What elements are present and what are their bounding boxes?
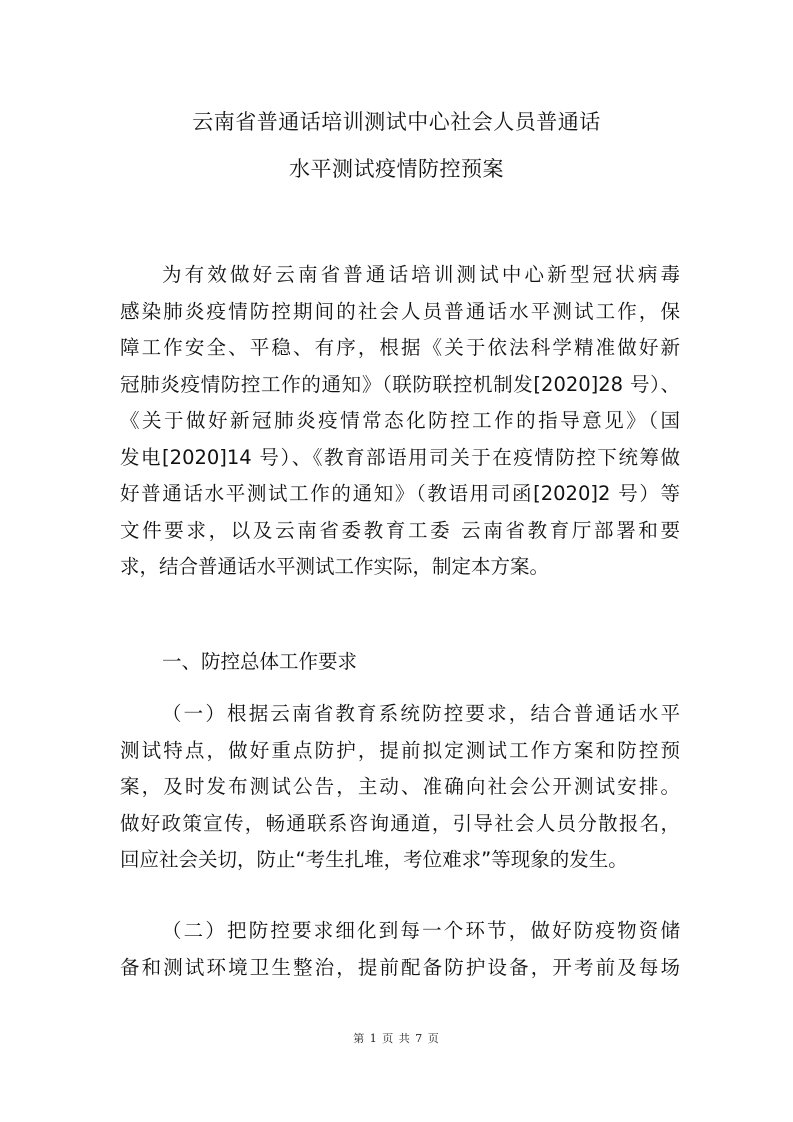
paragraph-line: 障工作安全、平稳、有序，根据《关于依法科学精准做好新 <box>120 336 680 359</box>
paragraph-line: （二）把防控要求细化到每一个环节，做好防疫物资储 <box>162 919 680 942</box>
paragraph-line: 冠肺炎疫情防控工作的通知》（联防联控机制发[2020]28 号）、 <box>120 372 680 396</box>
paragraph-intro <box>120 257 680 586</box>
paragraph-line: 好普通话水平测试工作的通知》（教语用司函[2020]2 号）等 <box>120 482 680 505</box>
paragraph-line: （一）根据云南省教育系统防控要求，结合普通话水平 <box>162 702 680 725</box>
paragraph-line: 感染肺炎疫情防控期间的社会人员普通话水平测试工作，保 <box>120 299 680 323</box>
section-heading <box>120 644 680 681</box>
paragraph-line: 《关于做好新冠肺炎疫情常态化防控工作的指导意见》（国 <box>120 409 680 432</box>
paragraph-requirement-1 <box>120 696 680 879</box>
paragraph-requirement-2 <box>120 913 680 986</box>
paragraph-line: 回应社会关切，防止“考生扎堆，考位难求”等现象的发生。 <box>120 848 628 871</box>
paragraph-line: 备和测试环境卫生整治，提前配备防护设备，开考前及每场 <box>120 955 680 979</box>
paragraph-line: 为有效做好云南省普通话培训测试中心新型冠状病毒 <box>162 263 680 286</box>
paragraph-line: 文件要求，以及云南省委教育工委 云南省教育厅部署和要 <box>120 518 680 542</box>
section-heading-text: 一、防控总体工作要求 <box>162 650 358 673</box>
page-number-footer: 第 1 页 共 7 页 <box>353 1032 440 1045</box>
paragraph-line: 案，及时发布测试公告，主动、准确向社会公开测试安排。 <box>120 775 680 798</box>
paragraph-line: 做好政策宣传，畅通联系咨询通道，引导社会人员分散报名， <box>120 811 680 835</box>
paragraph-line: 求，结合普通话水平测试工作实际，制定本方案。 <box>120 555 550 578</box>
paragraph-line: 测试特点，做好重点防护，提前拟定测试工作方案和防控预 <box>120 738 680 762</box>
paragraph-line: 发电[2020]14 号）、《教育部语用司关于在疫情防控下统筹做 <box>120 445 680 469</box>
document-title-line-1: 云南省普通话培训测试中心社会人员普通话 <box>192 110 601 134</box>
document-title-line-2: 水平测试疫情防控预案 <box>289 157 504 181</box>
